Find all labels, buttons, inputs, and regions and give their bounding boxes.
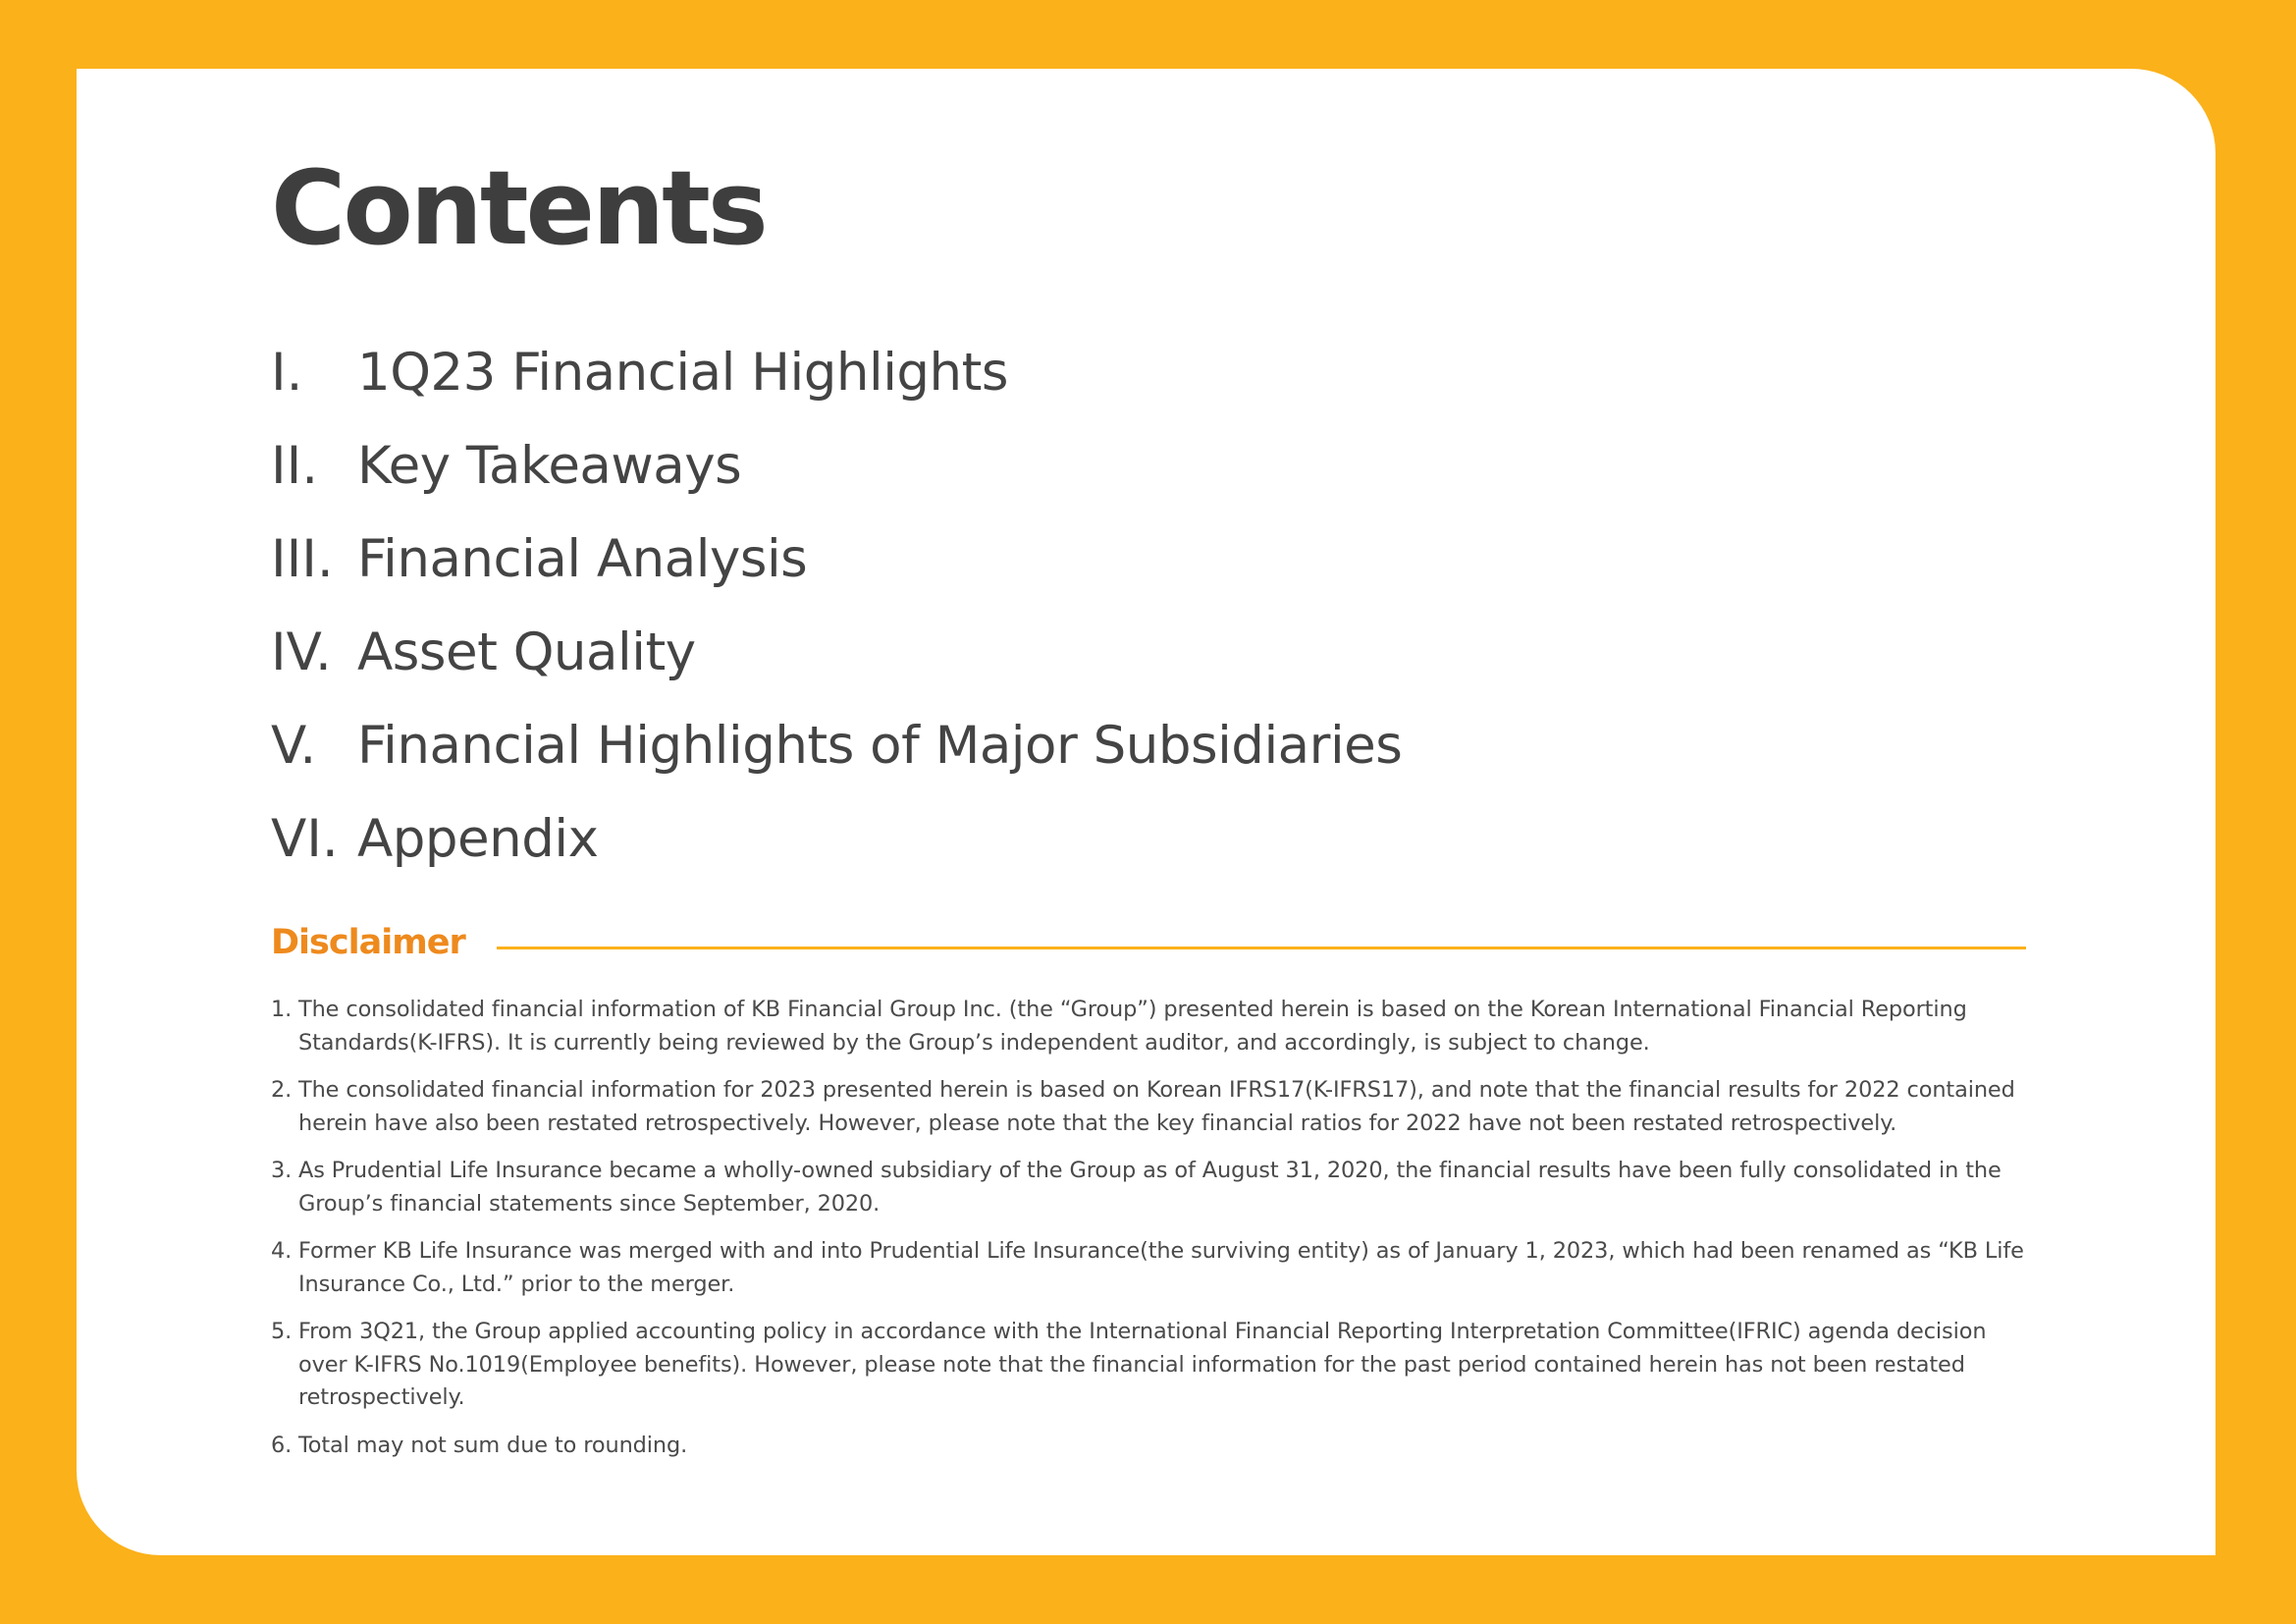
note-number: 2. (271, 1077, 293, 1103)
toc-number: II. (271, 436, 319, 496)
toc-number: III. (271, 529, 334, 589)
disclaimer-note-3 (271, 1155, 2038, 1220)
note-text: From 3Q21, the Group applied accounting policy in accordance with the International Financial Reporting Interpretation Committee(IFRIC) agenda decision over K-IFRS No.1019(Employee benefits). However, please note that the financial information for the past period contained herein has not been restated retrospectively. (298, 1319, 1987, 1410)
note-text: The consolidated financial information for 2023 presented herein is based on Korean IFRS17(K-IFRS17), and note that the financial results for 2022 contained herein have also been restated retrospectively. However, please note that the key financial ratios for 2022 have not been restated retrospectively. (298, 1077, 2015, 1136)
note-number: 3. (271, 1158, 293, 1183)
toc-label: 1Q23 Financial Highlights (357, 343, 1009, 403)
note-number: 4. (271, 1238, 293, 1264)
toc-label: Key Takeaways (357, 436, 742, 496)
toc-number: VI. (271, 809, 339, 869)
toc-number: IV. (271, 623, 332, 682)
disclaimer-divider (497, 947, 2026, 949)
disclaimer-note-2 (271, 1074, 2038, 1140)
disclaimer-title: Disclaimer (271, 923, 465, 962)
note-text: Former KB Life Insurance was merged with and into Prudential Life Insurance(the surviving entity) as of January 1, 2023, which had been renamed as “KB Life Insurance Co., Ltd.” prior to the merger. (298, 1238, 2024, 1297)
disclaimer-notes (271, 994, 2038, 1477)
toc-label: Asset Quality (357, 623, 696, 682)
note-text: The consolidated financial information of KB Financial Group Inc. (the “Group”) presented herein is based on the Korean International Financial Reporting Standards(K-IFRS). It is currently being reviewed by the Group’s independent auditor, and accordingly, is subject to change. (298, 997, 1967, 1056)
disclaimer-header (271, 917, 2026, 976)
page-title: Contents (271, 148, 766, 268)
disclaimer-note-5 (271, 1316, 2038, 1415)
disclaimer-note-6 (271, 1430, 2038, 1463)
disclaimer-note-1 (271, 994, 2038, 1059)
toc-label: Financial Highlights of Major Subsidiaries (357, 716, 1403, 776)
toc-number: V. (271, 716, 317, 776)
toc-number: I. (271, 343, 303, 403)
note-number: 6. (271, 1432, 293, 1458)
toc-label: Financial Analysis (357, 529, 808, 589)
note-text: As Prudential Life Insurance became a wholly-owned subsidiary of the Group as of August 31, 2020, the financial results have been fully consolidated in the Group’s financial statements since September, 2020. (298, 1158, 2002, 1217)
note-number: 1. (271, 997, 293, 1022)
disclaimer-note-4 (271, 1235, 2038, 1301)
toc-label: Appendix (357, 809, 599, 869)
note-number: 5. (271, 1319, 293, 1344)
note-text: Total may not sum due to rounding. (298, 1432, 688, 1458)
